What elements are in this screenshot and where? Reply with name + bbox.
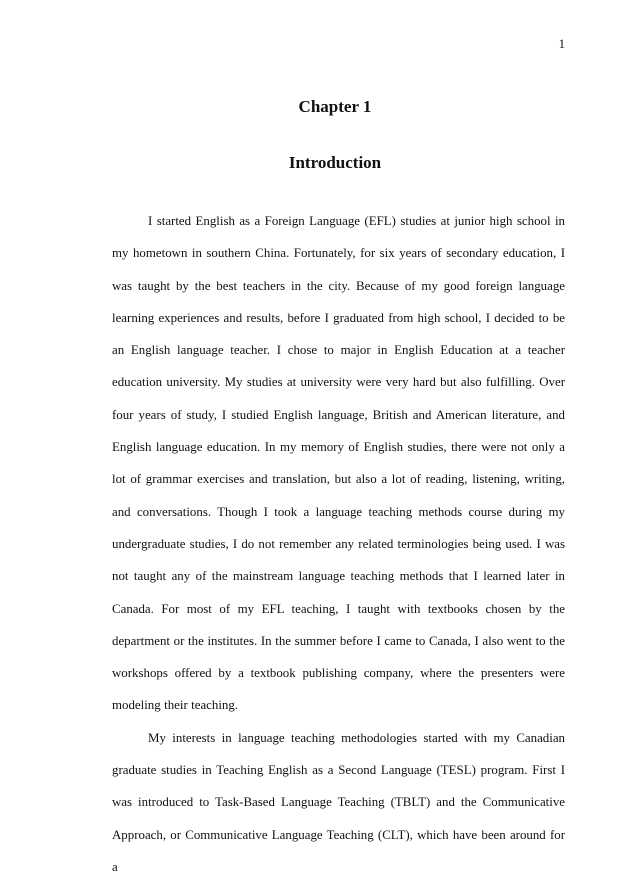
section-title: Introduction: [288, 153, 382, 172]
paragraph: My interests in language teaching methodologies started with my Canadian graduate studies in Teaching English as a Second Language (TESL) program. First I was introduced to Task-Based Language Teaching (TBLT) and the Communicative Approach, or Communicative Language Teaching (CLT), which have been around for a: [112, 730, 565, 874]
chapter-title: Chapter 1: [298, 97, 372, 116]
page-number: 1: [558, 37, 565, 51]
body-text: [112, 205, 565, 883]
paragraph: I started English as a Foreign Language (EFL) studies at junior high school in my hometown in southern China. Fortunately, for six years of secondary education, I was taught by the best teachers in the city. Because of my good foreign language learning experiences and results, before I graduated from high school, I decided to be an English language teacher. I chose to major in English Education at a teacher education university. My studies at university were very hard but also fulfilling. Over four years of study, I studied English language, British and American literature, and English language education. In my memory of English studies, there were not only a lot of grammar exercises and translation, but also a lot of reading, listening, writing, and conversations. Though I took a language teaching methods course during my undergraduate studies, I do not remember any related terminologies being used. I was not taught any of the mainstream language teaching methods that I learned later in Canada. For most of my EFL teaching, I taught with textbooks chosen by the department or the institutes. In the summer before I came to Canada, I also went to the workshops offered by a textbook publishing company, where the presenters were modeling their teaching.: [112, 214, 565, 713]
